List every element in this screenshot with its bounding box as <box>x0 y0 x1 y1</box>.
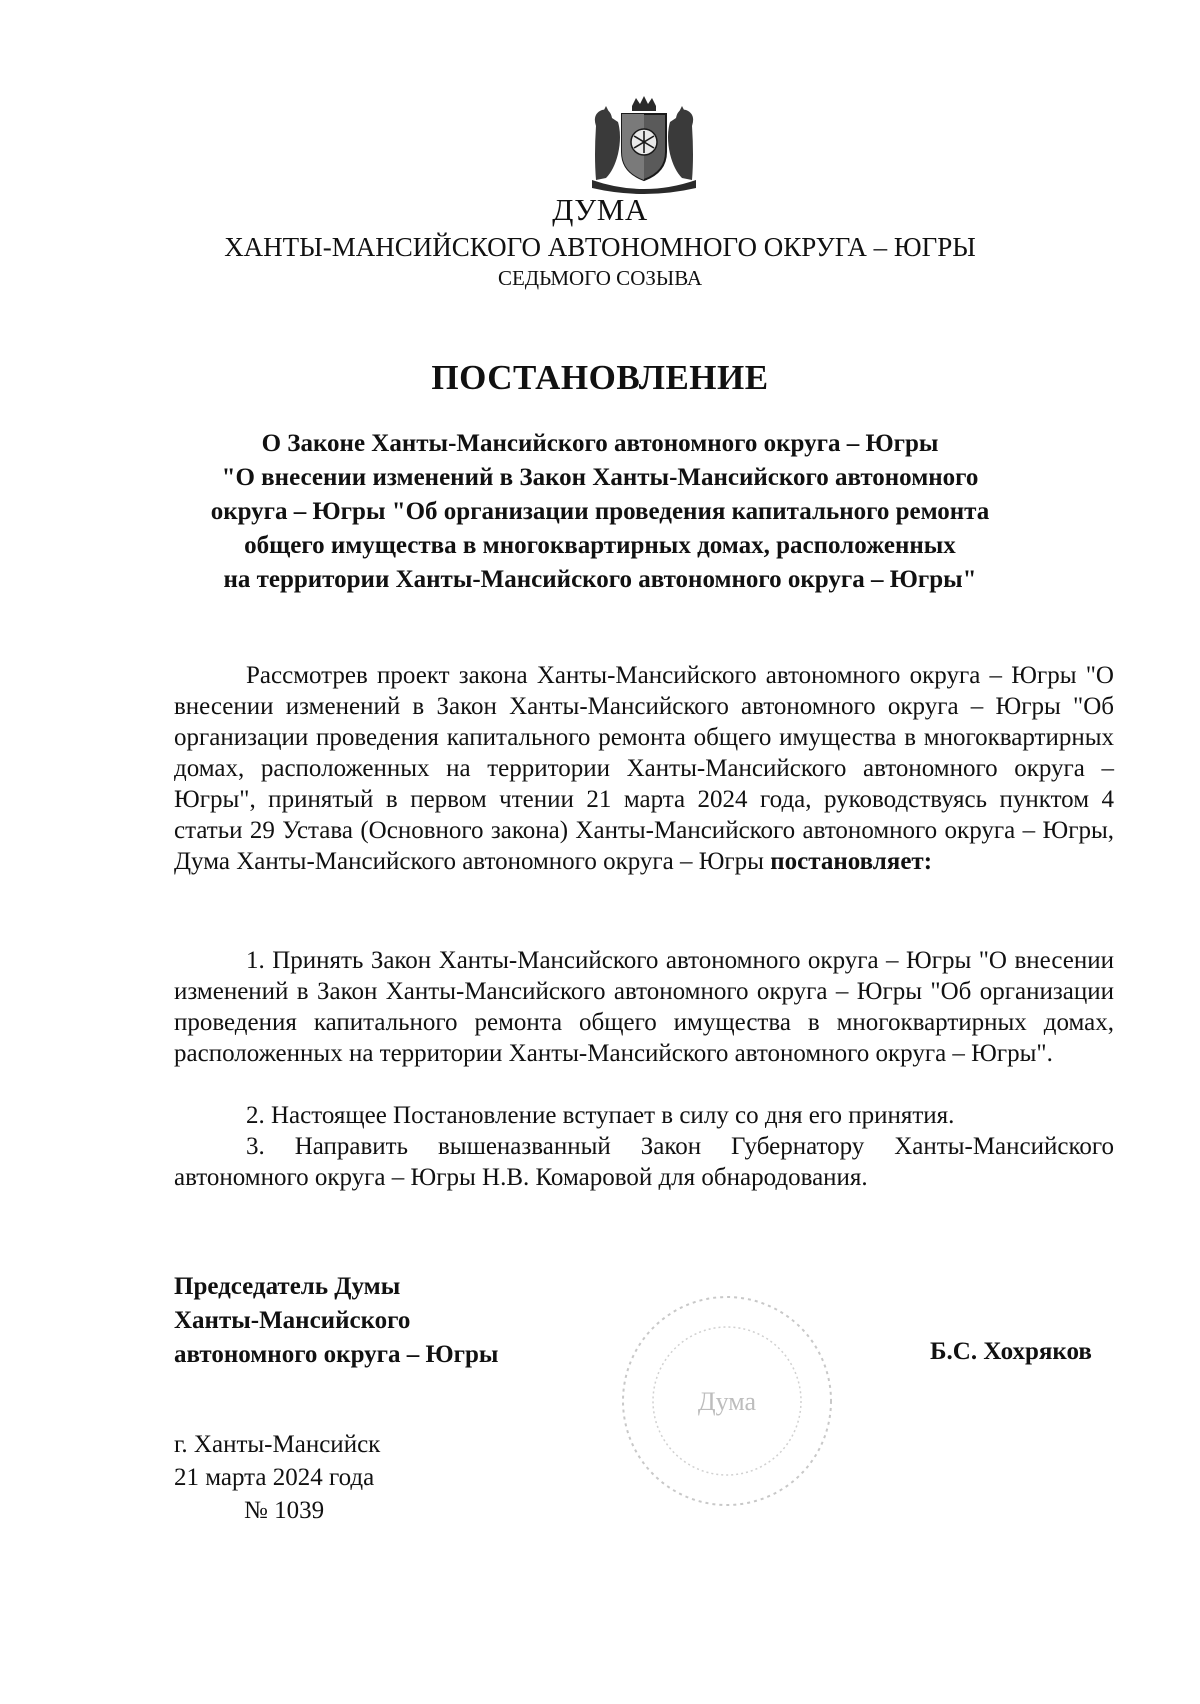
signer-name: Б.С. Хохряков <box>930 1338 1092 1365</box>
document-number: № 1039 <box>244 1497 325 1524</box>
document-type: ПОСТАНОВЛЕНИЕ <box>431 358 769 397</box>
signatory-position-line: Ханты-Мансийского <box>174 1307 411 1334</box>
document-title-line: на территории Ханты-Мансийского автономного округа – Югры" <box>223 566 977 593</box>
document-title-line: общего имущества в многоквартирных домах, расположенных <box>244 532 956 559</box>
resolution-item-2: 2. Настоящее Постановление вступает в силу со дня его принятия. <box>246 1102 955 1129</box>
signatory-position-line: автономного округа – Югры <box>174 1341 499 1368</box>
convocation: СЕДЬМОГО СОЗЫВА <box>497 266 703 290</box>
issue-date: 21 марта 2024 года <box>174 1464 375 1491</box>
document-title-line: "О внесении изменений в Закон Ханты-Мансийского автономного <box>221 464 979 491</box>
document-title-line: О Законе Ханты-Мансийского автономного округа – Югры <box>261 430 939 457</box>
official-seal-stamp <box>612 1286 842 1516</box>
document-title-line: округа – Югры "Об организации проведения капитального ремонта <box>210 498 990 525</box>
issue-city: г. Ханты-Мансийск <box>174 1431 381 1458</box>
org-region: ХАНТЫ-МАНСИЙСКОГО АВТОНОМНОГО ОКРУГА – ЮГРЫ <box>224 232 976 262</box>
preamble-paragraph <box>174 660 1114 877</box>
preamble-text: Рассмотрев проект закона Ханты-Мансийского автономного округа – Югры "О внесении изменений в Закон Ханты-Мансийского автономного округа – Югры "Об организации проведения капитального ремонта общего имущества в многоквартирных домах, расположенных на территории Ханты-Мансийского автономного округа – Югры", принятый в первом чтении 21 марта 2024 года, руководствуясь пунктом 4 статьи 29 Устава (Основного закона) Ханты-Мансийского автономного округа – Югры, Дума Ханты-Мансийского автономного округа – Югры <box>174 662 1114 875</box>
coat-of-arms-emblem-icon <box>588 96 700 198</box>
org-name: ДУМА <box>552 192 648 227</box>
preamble-emphasis: постановляет: <box>770 848 933 875</box>
document-footer <box>174 1428 380 1527</box>
stamp-text: Дума <box>697 1387 757 1416</box>
resolution-item-1: 1. Принять Закон Ханты-Мансийского автономного округа – Югры "О внесении изменений в Закон Ханты-Мансийского автономного округа – Югры "Об организации проведения капитального ремонта общего имущества в многоквартирных домах, расположенных на территории Ханты-Мансийского автономного округа – Югры". <box>174 947 1114 1067</box>
signatory-position <box>174 1270 498 1372</box>
resolution-item-3: 3. Направить вышеназванный Закон Губернатору Ханты-Мансийского автономного округа – Югры Н.В. Комаровой для обнародования. <box>174 1133 1114 1191</box>
signatory-position-line: Председатель Думы <box>174 1273 401 1300</box>
